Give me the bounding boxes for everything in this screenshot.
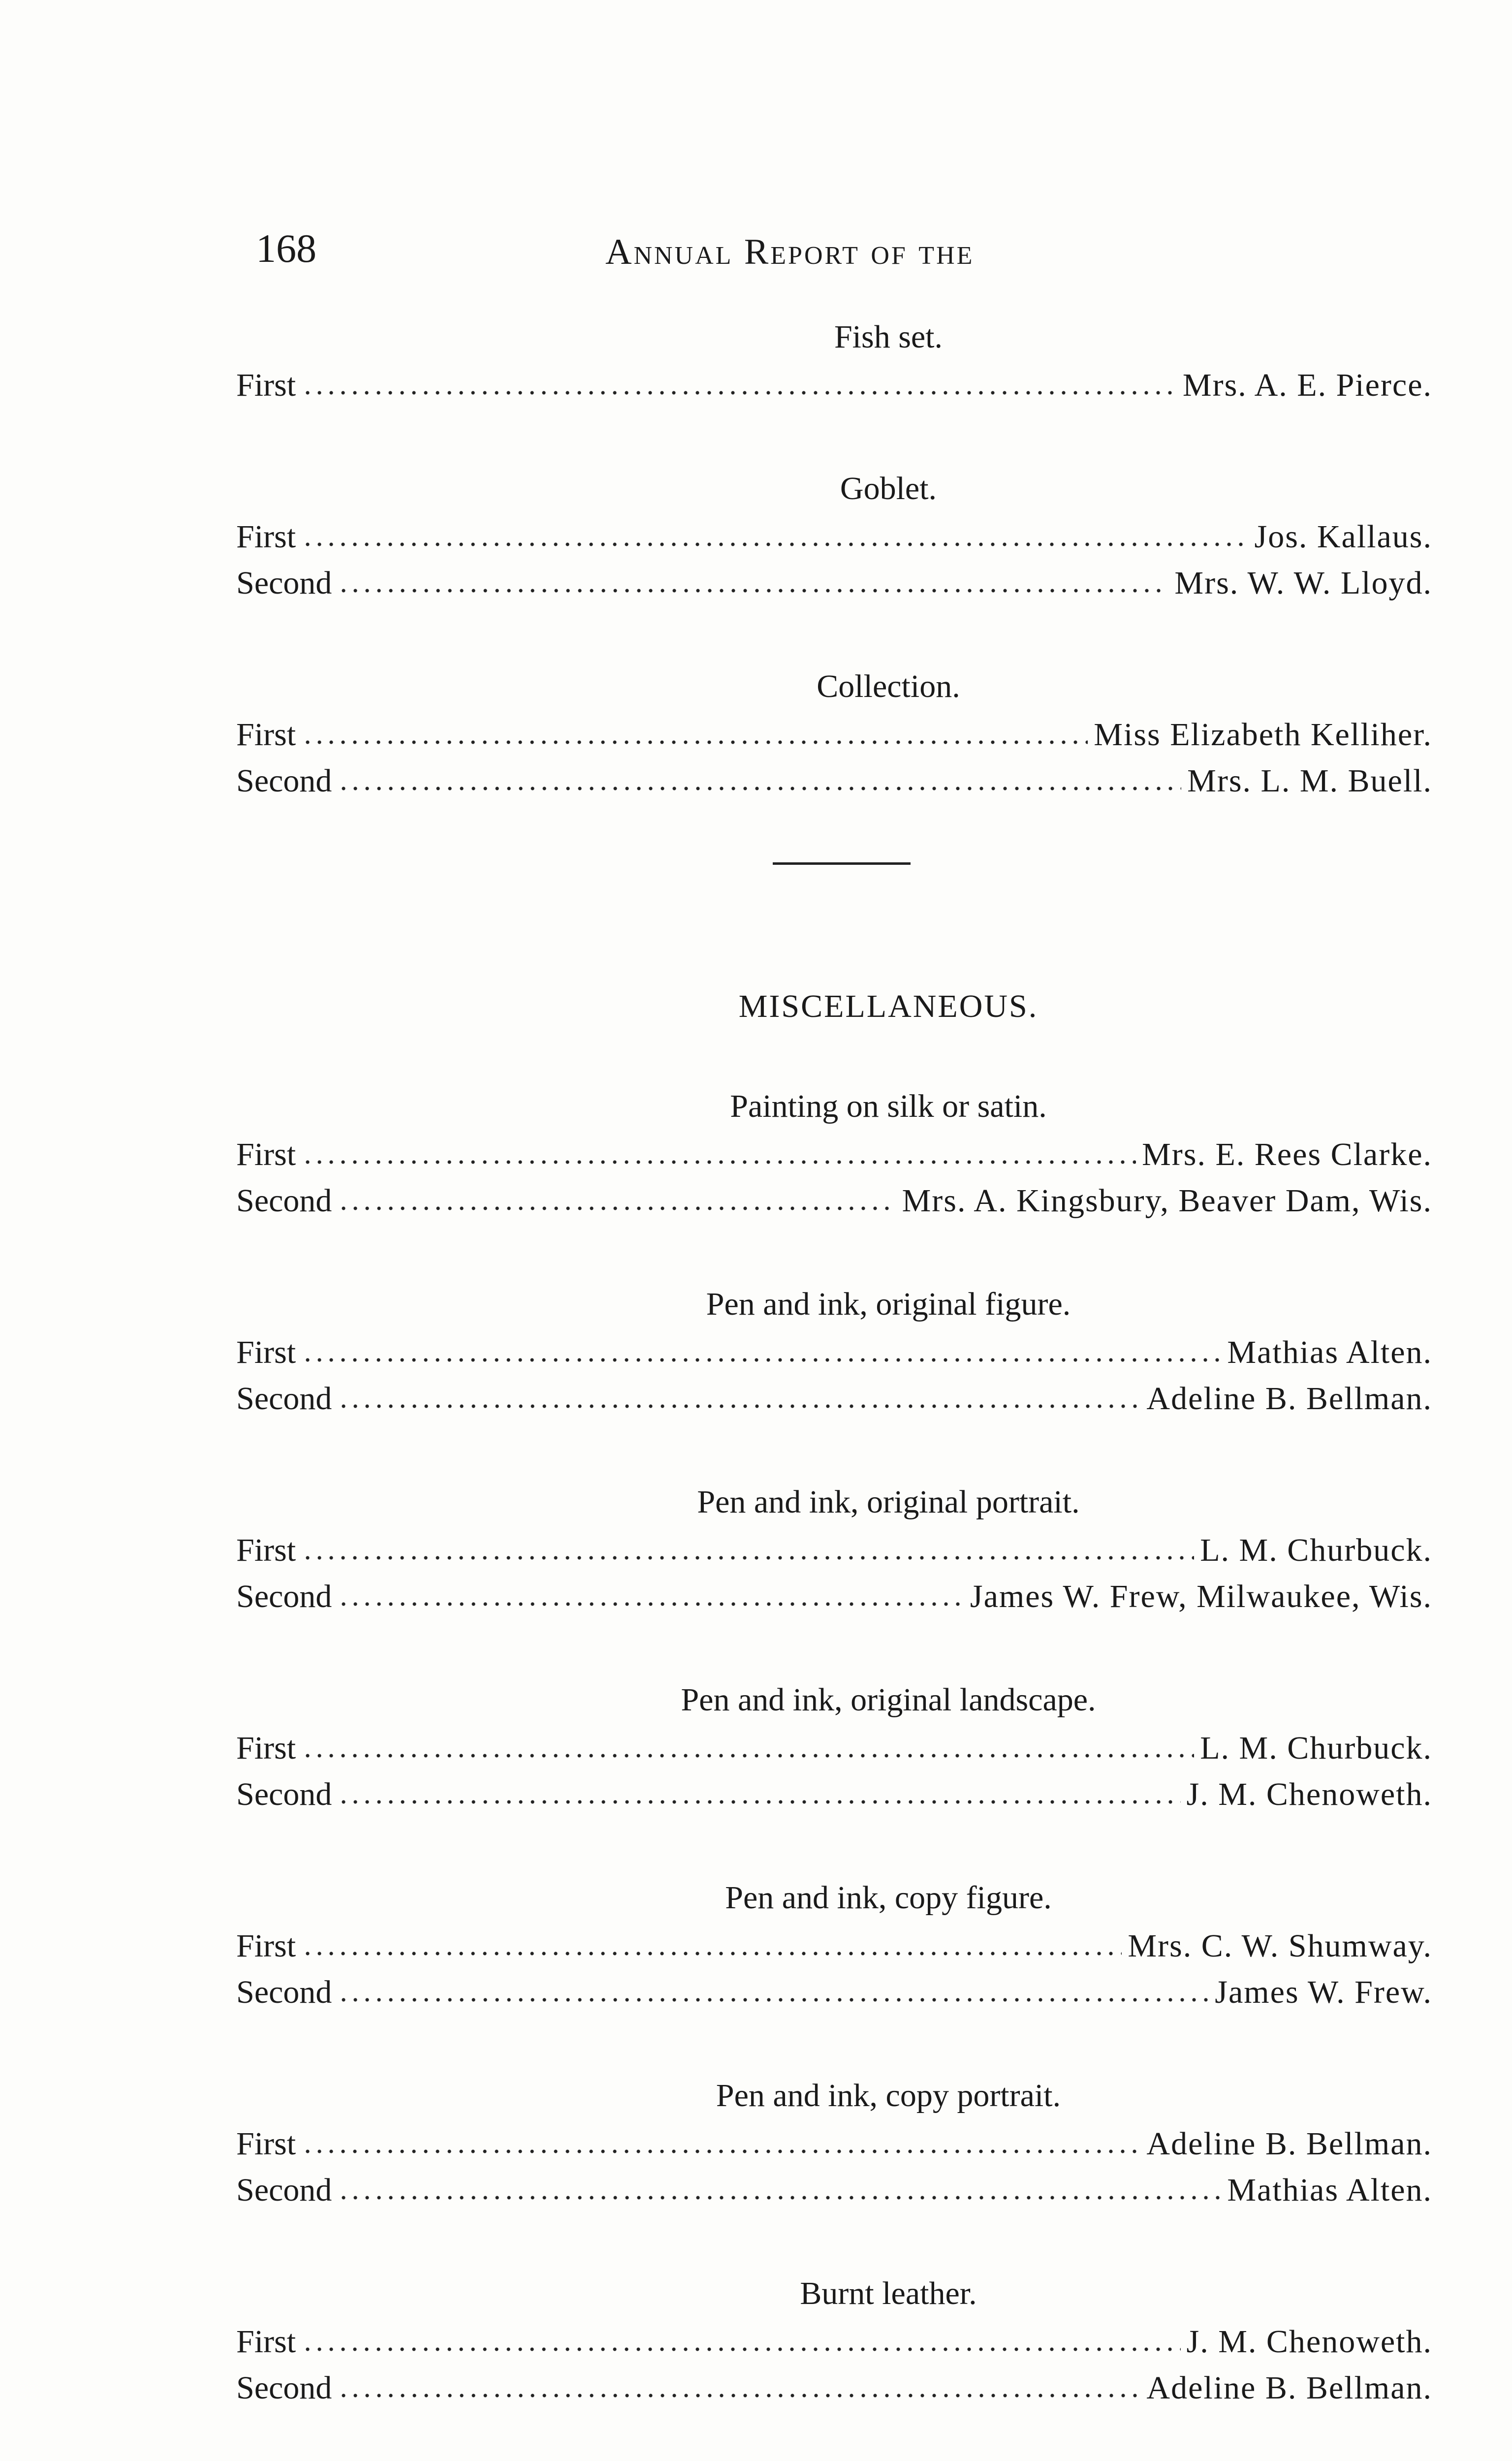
award-winner: Mathias Alten. xyxy=(1227,1334,1432,1370)
award-entry xyxy=(236,1969,1432,2016)
award-category xyxy=(236,1480,1432,1620)
award-place: Second xyxy=(236,1776,332,1812)
award-winner: Mrs. L. M. Buell. xyxy=(1187,763,1432,799)
award-place: Second xyxy=(236,565,332,601)
award-entry xyxy=(236,1574,1432,1620)
section-divider xyxy=(773,862,911,865)
award-entry xyxy=(236,560,1432,606)
page-content xyxy=(236,315,1432,2461)
award-winner: Mrs. C. W. Shumway. xyxy=(1128,1928,1432,1964)
award-entry xyxy=(236,1771,1432,1818)
award-winner: Adeline B. Bellman. xyxy=(1146,2126,1432,2162)
award-place: First xyxy=(236,1532,296,1568)
award-place: First xyxy=(236,1334,296,1370)
dot-leader xyxy=(338,762,1181,791)
award-winner: James W. Frew. xyxy=(1215,1974,1432,2010)
award-place: First xyxy=(236,2126,296,2162)
award-entry xyxy=(236,758,1432,804)
award-winner: J. M. Chenoweth. xyxy=(1186,1776,1432,1812)
award-winner: Jos. Kallaus. xyxy=(1254,519,1432,555)
award-place: Second xyxy=(236,1578,332,1614)
award-winner: Miss Elizabeth Kelliher. xyxy=(1094,717,1432,753)
award-winner: L. M. Churbuck. xyxy=(1200,1730,1432,1766)
dot-leader xyxy=(338,564,1168,594)
award-entry xyxy=(236,1132,1432,1178)
award-entry xyxy=(236,1178,1432,1224)
award-category xyxy=(236,467,1432,606)
award-winner: Mrs. W. W. Lloyd. xyxy=(1174,565,1432,601)
category-title: Painting on silk or satin. xyxy=(730,1088,1047,1124)
award-place: First xyxy=(236,717,296,753)
award-place: Second xyxy=(236,1381,332,1417)
category-title: Goblet. xyxy=(840,471,937,506)
section-heading: MISCELLANEOUS. xyxy=(738,988,1039,1024)
category-title: Pen and ink, copy figure. xyxy=(725,1880,1052,1916)
award-category xyxy=(236,1282,1432,1422)
dot-leader xyxy=(302,366,1177,396)
award-category xyxy=(236,315,1432,409)
category-title: Burnt leather. xyxy=(800,2275,977,2311)
award-entry xyxy=(236,1725,1432,1771)
award-winner: Adeline B. Bellman. xyxy=(1146,2370,1432,2406)
dot-leader xyxy=(338,1775,1180,1805)
dot-leader xyxy=(302,1927,1122,1956)
dot-leader xyxy=(302,1729,1194,1759)
award-entry xyxy=(236,1527,1432,1574)
category-title: Fish set. xyxy=(834,319,943,355)
page-number: 168 xyxy=(256,226,316,271)
award-place: First xyxy=(236,367,296,403)
award-winner: Adeline B. Bellman. xyxy=(1146,1381,1432,1417)
award-entry xyxy=(236,2167,1432,2213)
award-winner: Mrs. E. Rees Clarke. xyxy=(1142,1136,1432,1172)
award-entry xyxy=(236,514,1432,560)
award-list-miscellaneous xyxy=(236,1084,1432,2411)
award-category xyxy=(236,1084,1432,1224)
award-place: First xyxy=(236,1928,296,1964)
award-place: Second xyxy=(236,1183,332,1219)
award-category xyxy=(236,2074,1432,2213)
award-place: Second xyxy=(236,763,332,799)
running-head xyxy=(0,217,1512,285)
category-title: Collection. xyxy=(817,668,960,704)
award-entry xyxy=(236,2121,1432,2167)
award-category xyxy=(236,1678,1432,1818)
award-winner: Mathias Alten. xyxy=(1227,2172,1432,2208)
award-winner: Mrs. A. E. Pierce. xyxy=(1182,367,1432,403)
award-winner: L. M. Churbuck. xyxy=(1200,1532,1432,1568)
dot-leader xyxy=(302,716,1088,745)
dot-leader xyxy=(302,518,1248,547)
category-title: Pen and ink, original figure. xyxy=(706,1286,1071,1322)
award-category xyxy=(236,664,1432,804)
dot-leader xyxy=(302,1333,1221,1363)
award-winner: James W. Frew, Milwaukee, Wis. xyxy=(970,1578,1432,1614)
award-entry xyxy=(236,712,1432,758)
running-title: Annual Report of the xyxy=(605,232,975,272)
award-place: Second xyxy=(236,1974,332,2010)
award-winner: J. M. Chenoweth. xyxy=(1186,2324,1432,2360)
award-place: Second xyxy=(236,2370,332,2406)
award-category xyxy=(236,2272,1432,2411)
dot-leader xyxy=(338,1973,1209,2003)
award-list-top xyxy=(236,315,1432,804)
award-place: Second xyxy=(236,2172,332,2208)
award-place: First xyxy=(236,2324,296,2360)
category-title: Pen and ink, original portrait. xyxy=(697,1484,1080,1520)
category-title: Pen and ink, copy portrait. xyxy=(716,2078,1061,2114)
award-category xyxy=(236,1876,1432,2016)
dot-leader xyxy=(302,1136,1136,1165)
dot-leader xyxy=(302,2323,1180,2352)
dot-leader xyxy=(338,2369,1140,2398)
award-place: First xyxy=(236,519,296,555)
award-entry xyxy=(236,2319,1432,2365)
dot-leader xyxy=(338,1182,896,1211)
award-entry xyxy=(236,2365,1432,2411)
award-entry xyxy=(236,1329,1432,1376)
award-place: First xyxy=(236,1730,296,1766)
dot-leader xyxy=(338,2171,1221,2201)
award-entry xyxy=(236,362,1432,409)
award-winner: Mrs. A. Kingsbury, Beaver Dam, Wis. xyxy=(902,1183,1432,1219)
dot-leader xyxy=(338,1380,1140,1409)
award-entry xyxy=(236,1923,1432,1969)
dot-leader xyxy=(302,1531,1194,1561)
award-place: First xyxy=(236,1136,296,1172)
category-title: Pen and ink, original landscape. xyxy=(681,1682,1096,1718)
dot-leader xyxy=(302,2125,1140,2154)
dot-leader xyxy=(338,1578,964,1607)
award-entry xyxy=(236,1376,1432,1422)
